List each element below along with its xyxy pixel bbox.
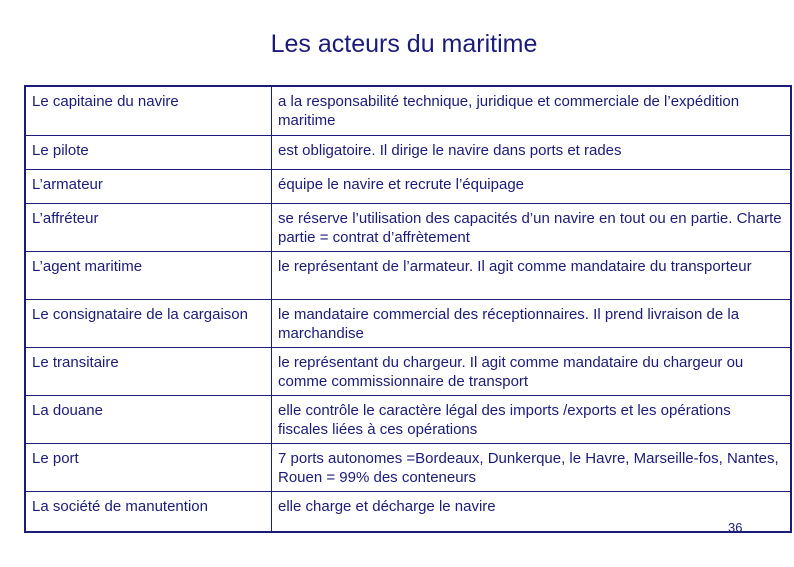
description-cell: le représentant de l’armateur. Il agit comme mandataire du transporteur	[278, 258, 752, 275]
actor-cell: La douane	[26, 396, 272, 443]
description-cell: équipe le navire et recrute l’équipage	[278, 176, 524, 193]
table-row	[26, 299, 790, 347]
description-cell: le représentant du chargeur. Il agit comme mandataire du chargeur ou comme commissionnaire de transport	[278, 354, 744, 390]
actor-cell: Le pilote	[26, 136, 272, 169]
table-row	[26, 443, 790, 491]
actor-cell: L’agent maritime	[26, 252, 272, 299]
actor-cell: L’affréteur	[26, 204, 272, 251]
table-row	[26, 203, 790, 251]
description-cell: elle contrôle le caractère légal des imports /exports et les opérations fiscales liées à ces opérations	[278, 402, 731, 438]
actor-cell: L’armateur	[26, 170, 272, 203]
actor-cell: La société de manutention	[26, 492, 272, 531]
table-row	[26, 251, 790, 299]
actor-cell: Le consignataire de la cargaison	[26, 300, 272, 347]
table-row	[26, 347, 790, 395]
description-cell: est obligatoire. Il dirige le navire dans ports et rades	[278, 142, 622, 159]
table-row	[26, 87, 790, 135]
table-row	[26, 491, 790, 531]
description-cell: se réserve l’utilisation des capacités d’un navire en tout ou en partie. Charte partie = contrat d’affrètement	[278, 210, 782, 246]
description-cell: 7 ports autonomes =Bordeaux, Dunkerque, le Havre, Marseille-fos, Nantes, Rouen = 99% des conteneurs	[278, 450, 779, 486]
description-cell: elle charge et décharge le navire	[278, 498, 496, 515]
description-cell: le mandataire commercial des réceptionnaires. Il prend livraison de la marchandise	[278, 306, 740, 342]
description-cell: a la responsabilité technique, juridique et commerciale de l’expédition maritime	[278, 93, 740, 129]
actors-table	[24, 85, 792, 533]
actor-cell: Le transitaire	[26, 348, 272, 395]
table-row	[26, 395, 790, 443]
actor-cell: Le capitaine du navire	[26, 87, 272, 135]
page-number: 36	[728, 520, 743, 535]
table-row	[26, 169, 790, 203]
table-row	[26, 135, 790, 169]
actor-cell: Le port	[26, 444, 272, 491]
page-title: Les acteurs du maritime	[270, 30, 538, 58]
